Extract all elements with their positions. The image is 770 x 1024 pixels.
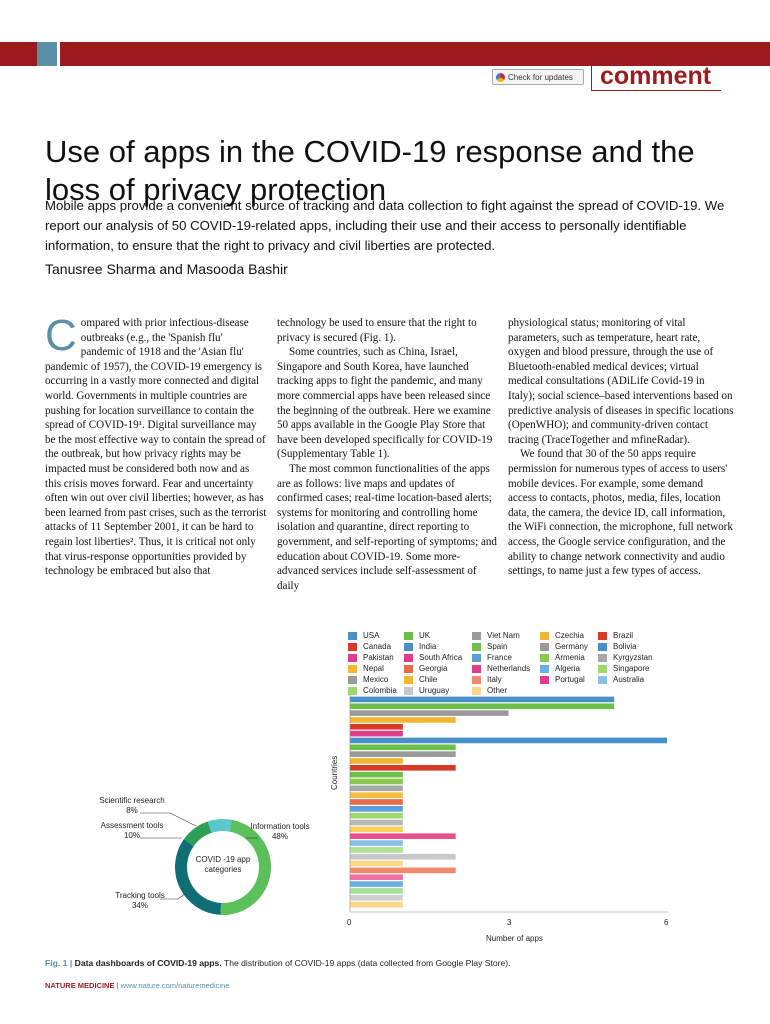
- legend-item: France: [472, 652, 530, 663]
- paragraph: Some countries, such as China, Israel, Singapore and South Korea, have launched tracking apps to fight the pandemic, and many more commercial apps have been released since the beginning of the outbreak. Here we examine 50 apps available in the Google Play Store that have been developed specifically for COVID-19 (Supplementary Table 1).: [277, 346, 493, 461]
- paragraph: technology be used to ensure that the right to privacy is secured (Fig. 1).: [277, 317, 477, 344]
- legend-item: Bolivia: [598, 641, 653, 652]
- legend-item: South Africa: [404, 652, 462, 663]
- donut-center-label: COVID -19 app categories: [195, 855, 251, 874]
- legend-item: Canada: [348, 641, 397, 652]
- legend-item: Germany: [540, 641, 588, 652]
- article-title: Use of apps in the COVID-19 response and the loss of privacy protection: [45, 133, 695, 207]
- paragraph: The most common functionalities of the apps are as follows: live maps and updates of confirmed cases; real-time location-based alerts; systems for monitoring and controlling home isolation and quarantine, direct reporting to government, and self-reporting of symptoms; and education about COVID-19. Some more-advanced services include self-assessment of daily: [277, 462, 497, 592]
- x-tick-label: 0: [347, 918, 352, 927]
- legend-item: Pakistan: [348, 652, 397, 663]
- legend-item: Portugal: [540, 674, 588, 685]
- slice-label-scientific: Scientific research 8%: [99, 796, 165, 815]
- legend-item: Spain: [472, 641, 530, 652]
- article-authors: Tanusree Sharma and Masooda Bashir: [45, 261, 288, 277]
- legend-item: India: [404, 641, 462, 652]
- page-footer: NATURE MEDICINE | www.nature.com/naturemedicine: [45, 981, 230, 990]
- legend-item: Italy: [472, 674, 530, 685]
- legend-item: Algeria: [540, 663, 588, 674]
- legend-item: USA: [348, 630, 397, 641]
- legend-item: Georgia: [404, 663, 462, 674]
- journal-url[interactable]: www.nature.com/naturemedicine: [120, 981, 230, 990]
- x-tick-label: 6: [664, 918, 669, 927]
- legend-item: Australia: [598, 674, 653, 685]
- slice-label-tracking: Tracking tools 34%: [115, 891, 165, 910]
- slice-label-assessment: Assessment tools 10%: [100, 821, 164, 840]
- legend-item: Netherlands: [472, 663, 530, 674]
- legend-item: Other: [472, 685, 530, 696]
- x-tick-label: 3: [507, 918, 512, 927]
- paragraph: physiological status; monitoring of vital parameters, such as temperature, heart rate, oxygen and blood pressure, through the use of Bluetooth-enabled medical devices; virtual medical consultations (ADiLife Covid-19 in Italy); social science–based interventions based on predictive analysis of diseases in specific locations (OpenWHO); and community-driven contact tracing (TraceTogether and mfineRadar).: [508, 317, 734, 446]
- slice-label-information: Information tools 48%: [250, 822, 310, 841]
- legend-item: Czechia: [540, 630, 588, 641]
- legend-item: Uruguay: [404, 685, 462, 696]
- legend-item: Viet Nam: [472, 630, 530, 641]
- legend-item: Singapore: [598, 663, 653, 674]
- x-axis-label: Number of apps: [486, 934, 543, 943]
- legend-item: Nepal: [348, 663, 397, 674]
- paragraph: We found that 30 of the 50 apps require permission for numerous types of access to users' mobile devices. For example, some demand access to contacts, photos, media, files, location data, the camera, the device ID, call information, the WiFi connection, the microphone, full network access, the Google service configuration, and the ability to change network connectivity and audio settings, to name just a few types of access.: [508, 448, 733, 578]
- legend-item: Colombia: [348, 685, 397, 696]
- article-abstract: Mobile apps provide a convenient source of tracking and data collection to fight against the spread of COVID-19. We report our analysis of 50 COVID-19-related apps, including their use and their access to personally identifiable information, to ensure that the right to privacy and civil liberties are protected.: [45, 198, 725, 253]
- paragraph: ompared with prior infectious-disease outbreaks (e.g., the 'Spanish flu' pandemic of 1918 and the 'Asian flu' pandemic of 1957), the COVID-19 emergency is occurring in a vastly more connected and digital world. Governments in multiple countries are pushing for location surveillance to contain the spread of COVID-19¹. Digital surveillance may be the most effective way to contain the spread of the outbreak, but how privacy rights may be impacted must be considered both now and as this crisis moves forward. Fear and uncertainty often win out over civil liberties; however, as has been learned from past crises, such as the terrorist attacks of 11 September 2001, it can be hard to regain lost liberties². Thus, it is critical not only that virus-response opportunities provided by technology be embraced but also that: [45, 317, 267, 578]
- legend-item: Mexico: [348, 674, 397, 685]
- y-axis-label: Countries: [330, 755, 339, 790]
- check-updates-label: Check for updates: [508, 72, 573, 82]
- journal-name: NATURE MEDICINE: [45, 981, 115, 990]
- legend-item: Kyrgyzstan: [598, 652, 653, 663]
- legend-item: Chile: [404, 674, 462, 685]
- legend-item: Brazil: [598, 630, 653, 641]
- figure-caption: Fig. 1 | Data dashboards of COVID-19 apps. The distribution of COVID-19 apps (data collected from Google Play Store).: [45, 958, 511, 968]
- section-label: comment: [600, 62, 712, 90]
- drop-cap: C: [45, 311, 77, 360]
- legend-item: Armenia: [540, 652, 588, 663]
- legend-item: UK: [404, 630, 462, 641]
